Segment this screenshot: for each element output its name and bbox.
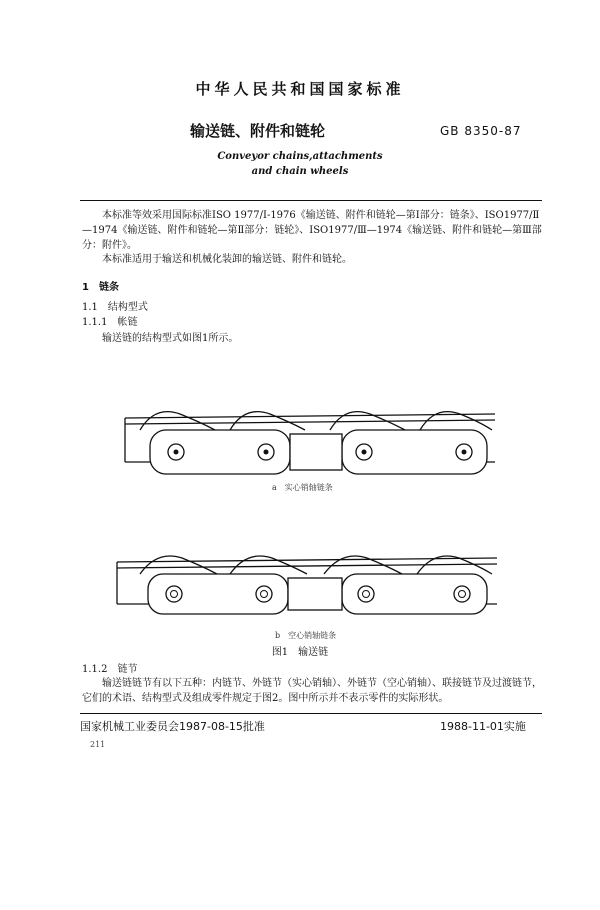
page-number: 211	[90, 740, 106, 749]
chain-figure-a	[120, 400, 500, 480]
section-1-1-1-text: 输送链的结构型式如图1所示。	[102, 333, 239, 344]
footer-rule	[80, 713, 542, 714]
approval-date: 国家机械工业委员会1987-08-15批准	[80, 720, 265, 733]
section-1-1-2-text: 输送链链节有以下五种：内链节、外链节（实心销轴）、外链节（空心销轴）、联接链节及过渡链节，它们的术语、结构型式及组成零件规定于图2。图中所示并不表示零件的实际形状。	[82, 678, 542, 704]
figure-b-caption: b 空心销轴链条	[275, 631, 337, 640]
intro-paragraph-1: 本标准等效采用国际标准ISO 1977/Ⅰ-1976《输送链、附件和链轮—第Ⅰ部分：链条》、ISO1977/Ⅱ—1974《输送链、附件和链轮—第Ⅱ部分：链轮》、ISO1977/Ⅲ—1974《输送链、附件和链轮—第Ⅲ部分：附件》。	[82, 210, 542, 251]
section-1-1-1-heading: 1.1.1 帐链	[82, 317, 138, 328]
chain-figure-b	[112, 548, 502, 620]
intro-paragraph-2: 本标准适用于输送和机械化装卸的输送链、附件和链轮。	[102, 254, 352, 265]
figure-1-caption: 图1 输送链	[271, 647, 329, 658]
standard-code: GB 8350-87	[440, 124, 522, 138]
implementation-date: 1988-11-01实施	[440, 720, 526, 733]
figure-a-caption: a 实心销轴链条	[272, 483, 333, 492]
section-1-heading: 1 链条	[82, 282, 119, 293]
standard-name: 中华人民共和国国家标准	[195, 80, 405, 98]
document-title-en-line1: Conveyor chains,attachments	[217, 151, 383, 162]
document-title-en-line2: and chain wheels	[251, 166, 349, 177]
document-title-cn: 输送链、附件和链轮	[190, 122, 326, 140]
section-1-1-2-heading: 1.1.2 链节	[82, 664, 138, 675]
header-rule	[80, 200, 542, 201]
section-1-1-heading: 1.1 结构型式	[82, 302, 148, 313]
